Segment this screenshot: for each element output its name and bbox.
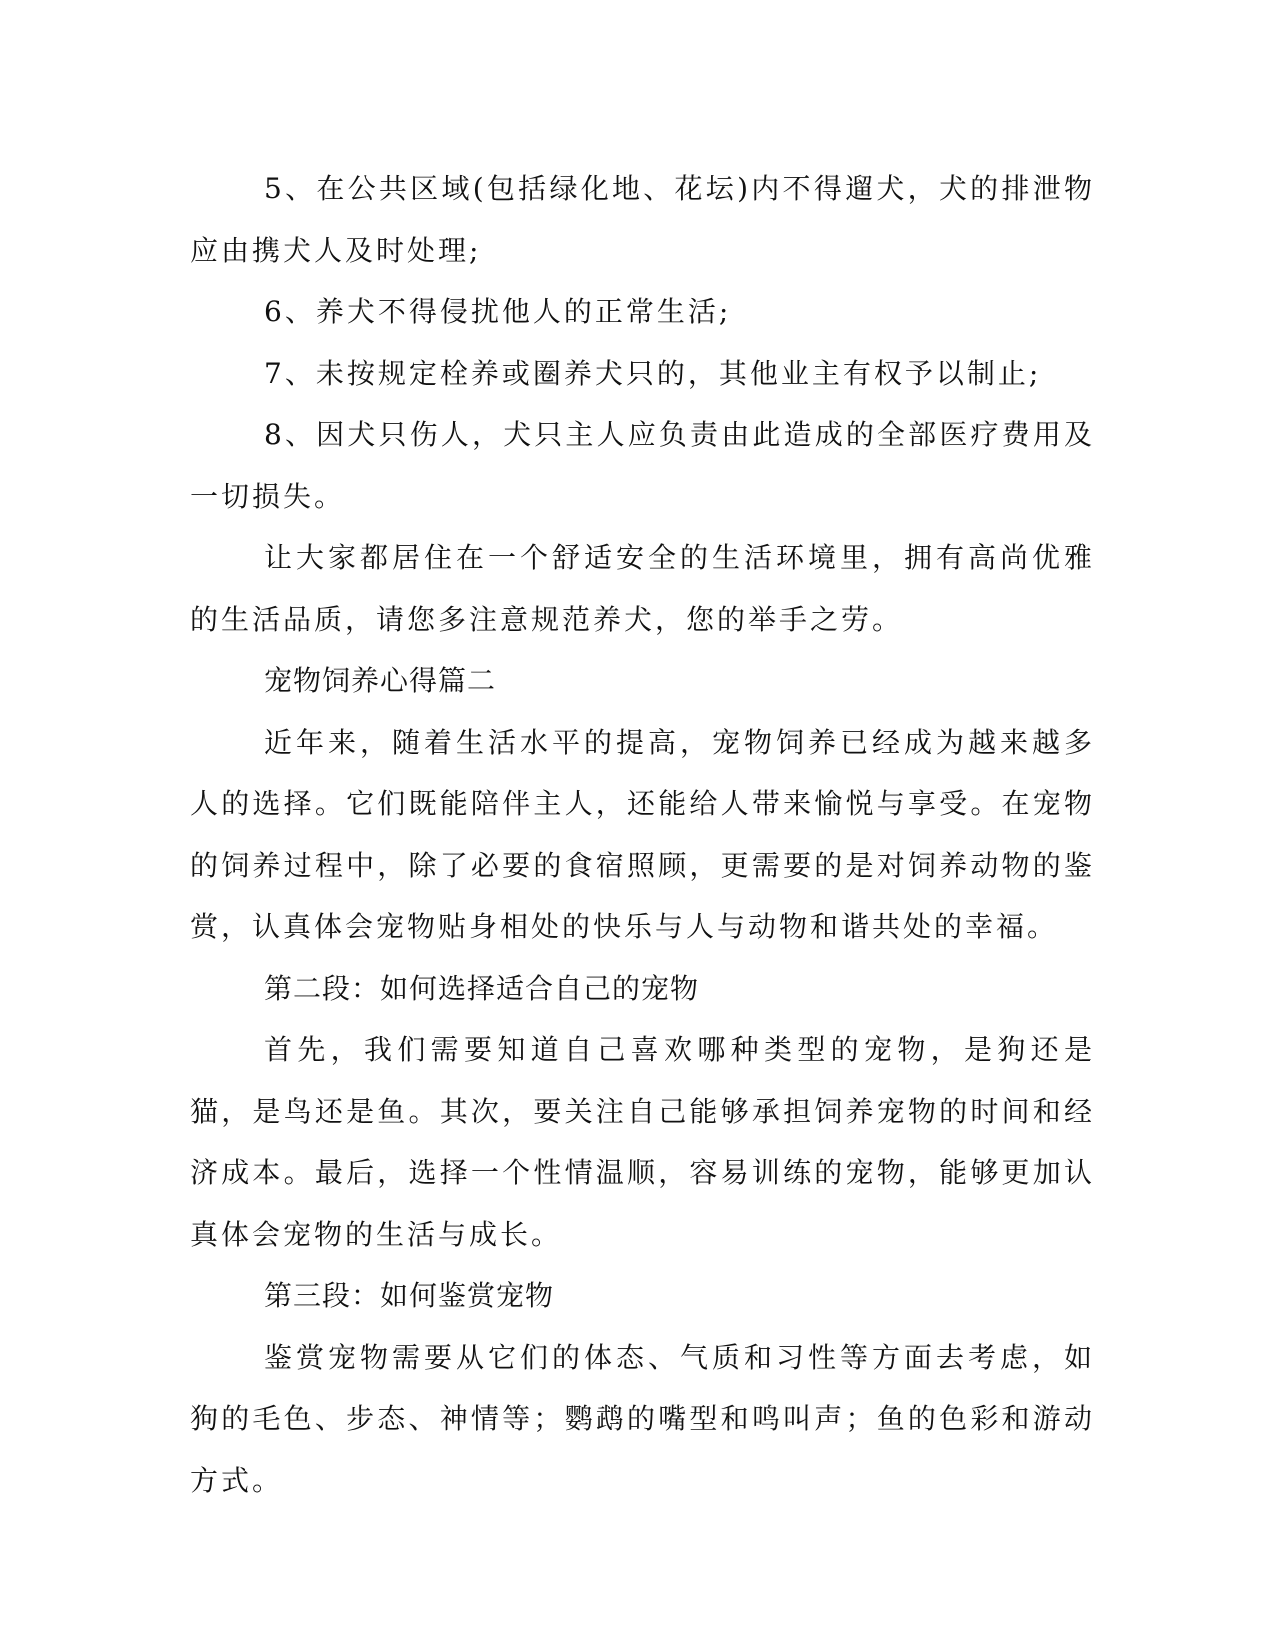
paragraph-rule-8: 8、因犬只伤人，犬只主人应负责由此造成的全部医疗费用及一切损失。 (190, 418, 1095, 513)
section-title-part-two: 宠物饲养心得篇二 (264, 664, 497, 697)
document-body (190, 158, 1095, 1511)
section-heading-appreciate-pet: 第三段：如何鉴赏宠物 (264, 1279, 555, 1312)
section-heading-choose-pet: 第二段：如何选择适合自己的宠物 (264, 971, 700, 1005)
paragraph-rule-5: 5、在公共区域(包括绿化地、花坛)内不得遛犬，犬的排泄物应由携犬人及时处理; (190, 172, 1095, 267)
paragraph-rule-7: 7、未按规定栓养或圈养犬只的，其他业主有权予以制止; (264, 356, 1042, 390)
paragraph-intro: 近年来，随着生活水平的提高，宠物饲养已经成为越来越多人的选择。它们既能陪伴主人，还能给人带来愉悦与享受。在宠物的饲养过程中，除了必要的食宿照顾，更需要的是对饲养动物的鉴赏，认真体会宠物贴身相处的快乐与人与动物和谐共处的幸福。 (190, 725, 1095, 943)
paragraph-appreciate-pet: 鉴赏宠物需要从它们的体态、气质和习性等方面去考虑，如狗的毛色、步态、神情等；鹦鹉的嘴型和鸣叫声；鱼的色彩和游动方式。 (190, 1340, 1095, 1497)
paragraph-closing-appeal: 让大家都居住在一个舒适安全的生活环境里，拥有高尚优雅的生活品质，请您多注意规范养犬，您的举手之劳。 (190, 541, 1095, 636)
paragraph-rule-6: 6、养犬不得侵扰他人的正常生活; (264, 295, 732, 328)
paragraph-choose-pet: 首先，我们需要知道自己喜欢哪种类型的宠物，是狗还是猫，是鸟还是鱼。其次，要关注自己能够承担饲养宠物的时间和经济成本。最后，选择一个性情温顺，容易训练的宠物，能够更加认真体会宠物的生活与成长。 (190, 1033, 1095, 1251)
